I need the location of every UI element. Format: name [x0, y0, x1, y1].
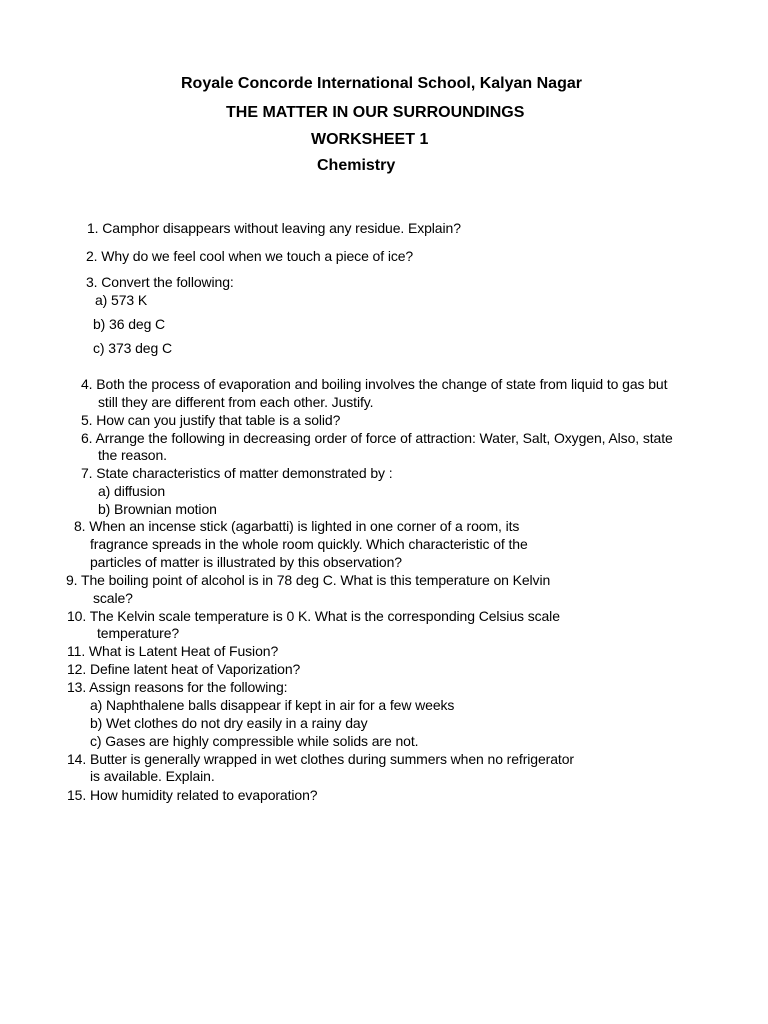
question-4-line-2: still they are different from each other. Justify. [98, 394, 374, 410]
subject-title: Chemistry [317, 157, 396, 174]
question-14-line-1: 14. Butter is generally wrapped in wet clothes during summers when no refrigerator [67, 751, 574, 767]
question-8-line-3: particles of matter is illustrated by this observation? [90, 554, 402, 570]
question-14-line-2: is available. Explain. [90, 768, 215, 784]
question-13-option-a: a) Naphthalene balls disappear if kept in air for a few weeks [90, 697, 455, 713]
question-3-option-a: a) 573 K [95, 292, 148, 308]
question-9-line-2: scale? [93, 590, 133, 606]
question-1: 1. Camphor disappears without leaving any residue. Explain? [87, 220, 461, 236]
question-3-option-c: c) 373 deg C [93, 340, 172, 356]
question-12: 12. Define latent heat of Vaporization? [67, 661, 301, 677]
question-5: 5. How can you justify that table is a solid? [81, 412, 341, 428]
school-name: Royale Concorde International School, Kalyan Nagar [181, 75, 582, 92]
worksheet-title: WORKSHEET 1 [311, 131, 429, 148]
question-13-option-c: c) Gases are highly compressible while solids are not. [90, 733, 419, 749]
question-6-line-1: 6. Arrange the following in decreasing order of force of attraction: Water, Salt, Oxygen, Also, state [81, 430, 673, 446]
question-6-line-2: the reason. [98, 447, 167, 463]
question-7: 7. State characteristics of matter demonstrated by : [81, 465, 393, 481]
question-7-option-a: a) diffusion [98, 483, 166, 499]
question-8-line-1: 8. When an incense stick (agarbatti) is lighted in one corner of a room, its [74, 518, 520, 534]
question-3-option-b: b) 36 deg C [93, 316, 166, 332]
question-13-option-b: b) Wet clothes do not dry easily in a rainy day [90, 715, 368, 731]
question-4-line-1: 4. Both the process of evaporation and boiling involves the change of state from liquid to gas but [81, 376, 668, 392]
question-15: 15. How humidity related to evaporation? [67, 787, 318, 803]
question-8-line-2: fragrance spreads in the whole room quickly. Which characteristic of the [90, 536, 528, 552]
question-7-option-b: b) Brownian motion [98, 501, 217, 517]
question-13: 13. Assign reasons for the following: [67, 679, 288, 695]
question-10-line-2: temperature? [97, 625, 180, 641]
question-10-line-1: 10. The Kelvin scale temperature is 0 K. What is the corresponding Celsius scale [67, 608, 560, 624]
question-11: 11. What is Latent Heat of Fusion? [67, 643, 279, 659]
question-3: 3. Convert the following: [86, 274, 234, 290]
question-9-line-1: 9. The boiling point of alcohol is in 78 deg C. What is this temperature on Kelvin [66, 572, 551, 588]
chapter-title: THE MATTER IN OUR SURROUNDINGS [226, 104, 525, 121]
question-2: 2. Why do we feel cool when we touch a piece of ice? [86, 248, 414, 264]
